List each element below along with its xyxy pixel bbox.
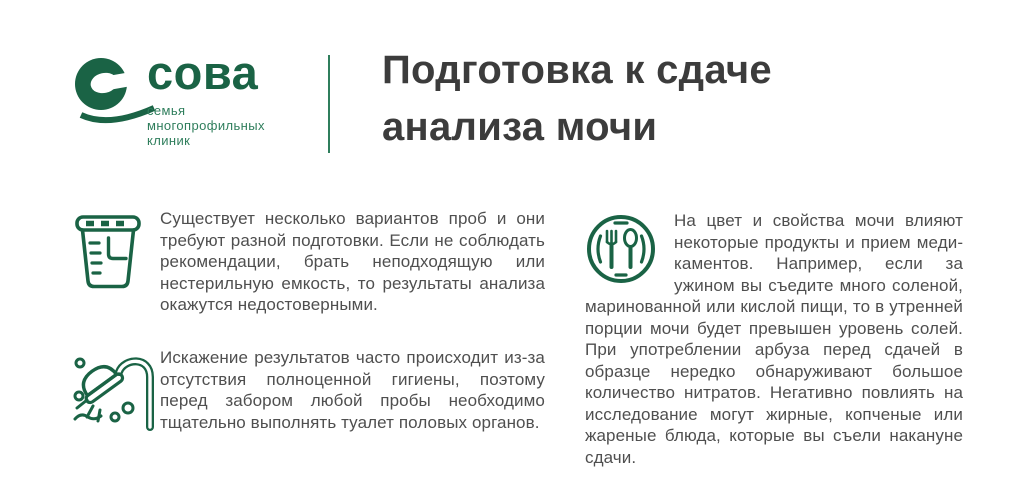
tagline-line: клиник — [147, 132, 191, 148]
tagline-line: многопрофильных — [147, 117, 265, 133]
specimen-cup-icon — [72, 208, 160, 291]
hygiene-section — [72, 347, 545, 435]
page-title — [382, 42, 772, 156]
page-title-line2: анализа мочи — [382, 105, 658, 149]
samples-text: Существует несколько вариантов проб и они требуют разной подготовки. Если не соблюдать рекомендации, брать неподходящую или нестерильную емкость, то результаты анализа окажутся недостоверными. — [160, 209, 545, 314]
sova-c-logo-icon — [74, 58, 158, 126]
shower-icon — [72, 347, 160, 435]
brand-wordmark: сова — [147, 46, 259, 99]
brand-text-block — [147, 46, 265, 148]
page-title-line1: Подготовка к сдаче — [382, 48, 772, 92]
hygiene-text: Искажение результатов часто происходит из-за отсутствия полноценной гигиены, поэтому перед забором любой пробы необходимо тщательно выполнять туалет половых органов. — [160, 348, 545, 432]
food-effects-section — [585, 210, 963, 468]
food-effects-text: На цвет и свойства мочи влияют некоторые продукты и прием медикаментов. Например, если за ужином вы съедите много соленой, маринованной или кислой пищи, то в утренней порции мочи будет превышен уровень солей. При употреблении арбуза перед сдачей в образце нередко обнаруживают большое количество нитратов. Негативно повлиять на исследование могут жирные, копченые или жареные блюда, которые вы съели накануне сдачи. — [585, 211, 963, 467]
meal-cutlery-icon — [585, 213, 657, 285]
header-divider — [328, 55, 330, 153]
samples-section — [72, 208, 545, 316]
brand-tagline — [147, 104, 265, 148]
tagline-line: семья — [147, 103, 186, 118]
